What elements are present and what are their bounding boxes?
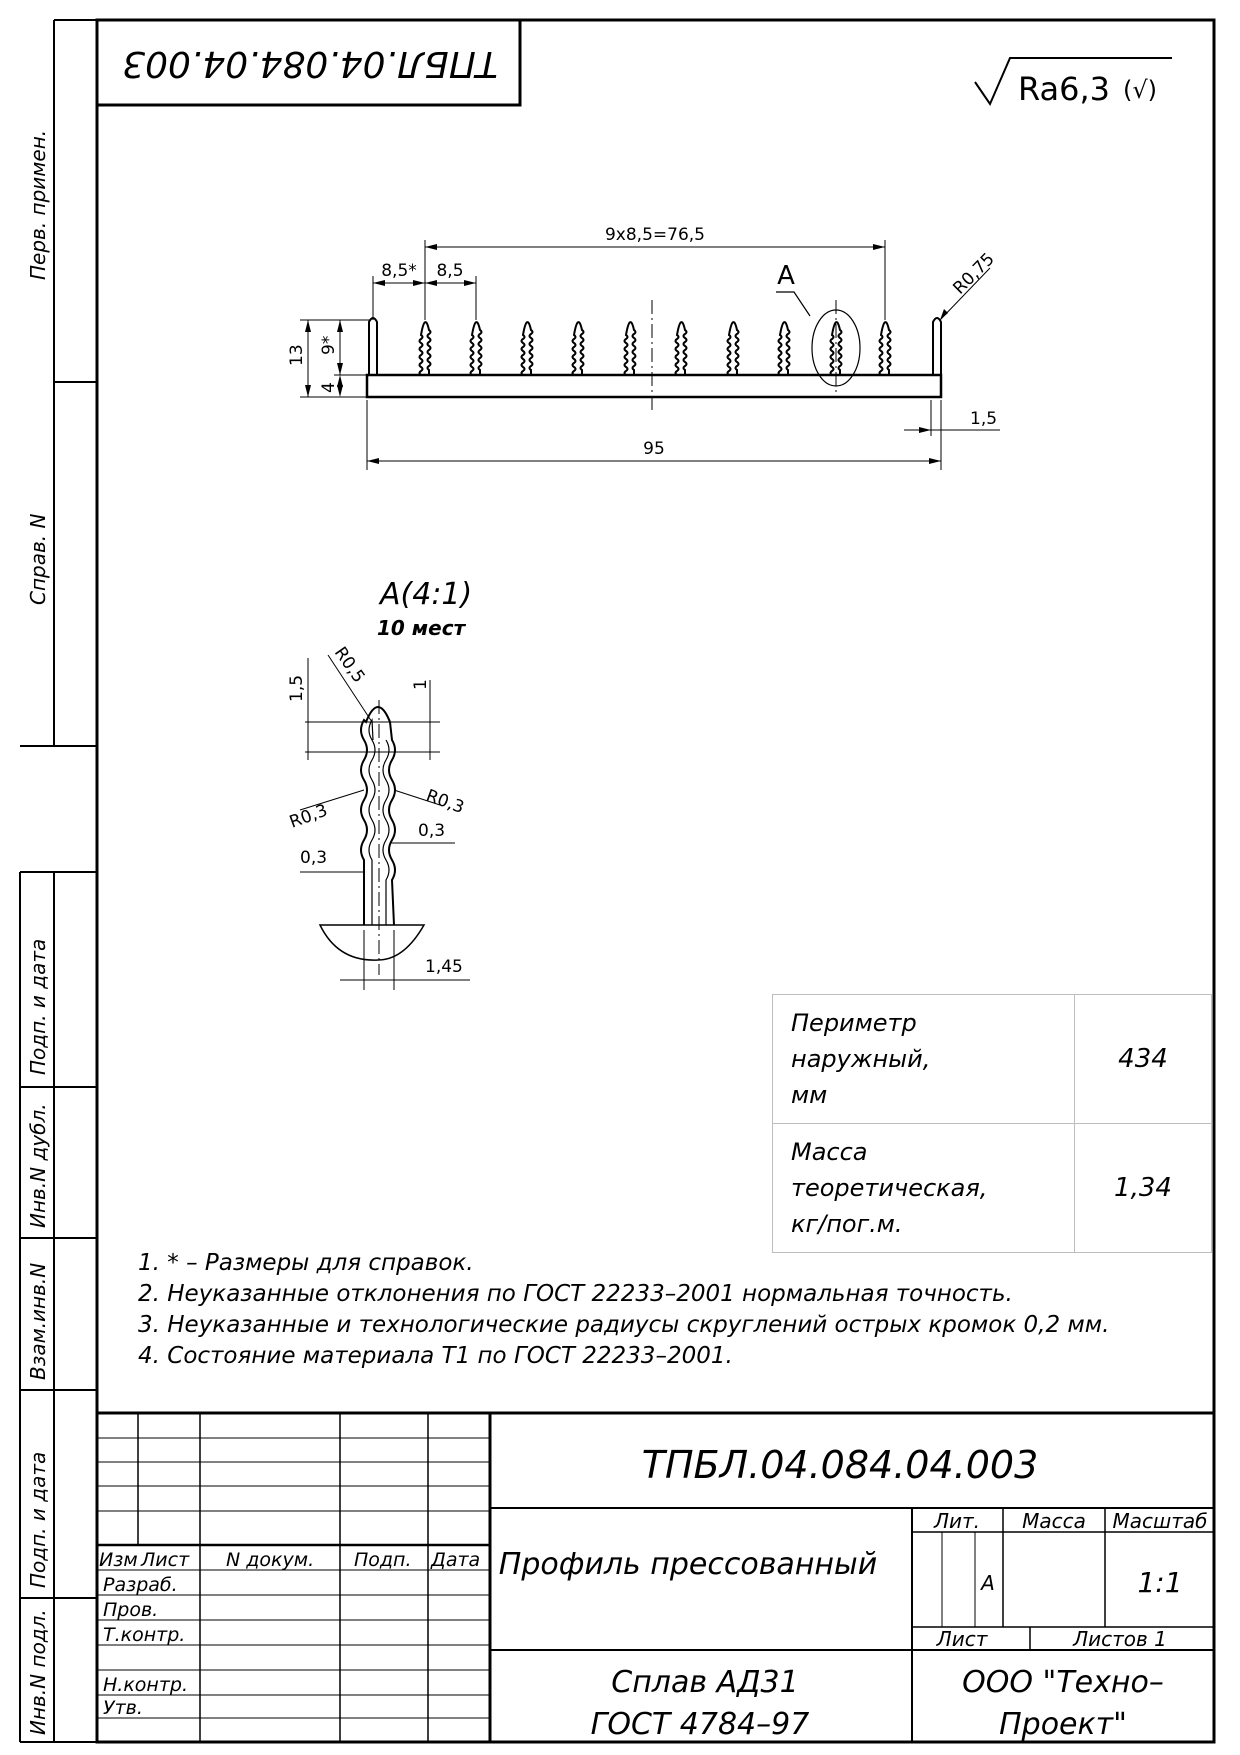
podp-data-label-2: Подп. и дата <box>26 1451 50 1588</box>
tb-role-2: Т.контр. <box>103 1624 186 1646</box>
tb-mass-label: Масса <box>1022 1509 1086 1533</box>
profile-fin <box>676 322 687 375</box>
tb-scale-label: Масштаб <box>1112 1509 1208 1533</box>
profile-fin <box>625 322 636 375</box>
profile-side-wall <box>933 318 941 375</box>
inv-podl-label: Инв.N подл. <box>26 1609 50 1735</box>
dim-first-gap: 8,5* <box>381 261 417 281</box>
param-label-line1: Периметр наружный, <box>791 1009 931 1073</box>
dim-tip-radius: R0,75 <box>949 249 999 299</box>
detail-dim-depth-left: 0,3 <box>300 848 328 868</box>
tb-scale-value: 1:1 <box>1137 1566 1183 1599</box>
note-item: 2. Неуказанные отклонения по ГОСТ 22233–2001 нормальная точность. <box>138 1281 1013 1307</box>
roughness-suffix: (√) <box>1123 76 1158 104</box>
detail-base-arc <box>320 925 424 960</box>
dim-height-total: 13 <box>287 344 307 366</box>
tb-header-podp: Подп. <box>354 1549 412 1571</box>
dim-width: 95 <box>643 439 665 459</box>
param-value: 434 <box>1075 995 1212 1124</box>
detail-title: А(4:1) <box>380 577 473 612</box>
title-block-texts <box>99 1443 1208 1742</box>
detail-a-view <box>287 577 472 990</box>
param-row <box>773 1124 1212 1253</box>
param-label-line1: Масса теоретическая, <box>791 1138 988 1202</box>
detail-dim-r-left: R0,3 <box>286 800 331 833</box>
tb-material-line1: Сплав АД31 <box>611 1665 799 1700</box>
inv-dubl-label: Инв.N дубл. <box>26 1103 50 1228</box>
param-row <box>773 995 1212 1124</box>
tb-designation: ТПБЛ.04.084.04.003 <box>641 1443 1039 1487</box>
detail-dim-tip-thick: 1 <box>411 679 431 690</box>
param-value: 1,34 <box>1075 1124 1212 1253</box>
profile-fin <box>522 322 533 375</box>
profile-fin <box>471 322 482 375</box>
main-profile-view <box>367 292 941 410</box>
main-dim-texts <box>287 225 999 459</box>
tb-sheets-label: Листов 1 <box>1073 1627 1167 1651</box>
tb-org-line2: Проект" <box>999 1707 1127 1742</box>
tb-role-1: Пров. <box>103 1599 159 1621</box>
technical-notes <box>138 1248 1109 1372</box>
perv-primen-label: Перв. примен. <box>26 129 50 280</box>
profile-fin <box>779 322 790 375</box>
detail-a-letter: А <box>777 261 795 291</box>
tb-role-4: Н.контр. <box>103 1674 189 1696</box>
tb-org-line1: ООО "Техно– <box>962 1665 1164 1700</box>
detail-dim-depth-right: 0,3 <box>418 821 446 841</box>
detail-fin-outline <box>361 707 395 925</box>
tb-header-list: Лист <box>141 1549 190 1571</box>
vzam-inv-label: Взам.инв.N <box>26 1262 50 1380</box>
note-item: 3. Неуказанные и технологические радиусы скруглений острых кромок 0,2 мм. <box>138 1312 1110 1338</box>
podp-data-label-1: Подп. и дата <box>26 938 50 1075</box>
profile-fin <box>420 322 431 375</box>
detail-dim-root-width: 1,45 <box>425 957 463 977</box>
param-label-line2: мм <box>791 1081 828 1109</box>
dim-pitch: 8,5 <box>436 261 464 281</box>
profile-fin <box>880 322 891 375</box>
profile-fin <box>573 322 584 375</box>
tb-lit-value: А <box>981 1571 995 1595</box>
sprav-n-label: Справ. N <box>26 513 50 605</box>
detail-dim-tip-radius: R0,5 <box>329 643 369 687</box>
side-strip-labels <box>26 130 50 1735</box>
dim-base-height: 4 <box>319 382 339 393</box>
tb-header-doc: N докум. <box>226 1549 315 1571</box>
note-item: 4. Состояние материала Т1 по ГОСТ 22233–2001. <box>138 1343 733 1369</box>
detail-subtitle: 10 мест <box>377 616 466 640</box>
detail-dim-tip-len: 1,5 <box>287 674 307 702</box>
roughness-value: Ra6,3 <box>1018 70 1111 108</box>
tb-name: Профиль прессованный <box>498 1547 878 1582</box>
parameters-table <box>772 994 1212 1253</box>
tb-role-5: Утв. <box>103 1697 143 1719</box>
tb-role-0: Разраб. <box>103 1574 178 1596</box>
profile-base <box>367 375 941 397</box>
dim-wall: 1,5 <box>970 409 998 429</box>
detail-dim-r-right: R0,3 <box>423 785 467 818</box>
note-item: 1. * – Размеры для справок. <box>138 1250 474 1276</box>
param-label <box>773 1124 1075 1253</box>
dim-pitch-total: 9x8,5=76,5 <box>604 225 706 245</box>
profile-side-wall <box>369 318 377 375</box>
dim-fin-height: 9* <box>319 335 339 355</box>
param-label-line2: кг/пог.м. <box>791 1210 903 1238</box>
profile-fin <box>728 322 739 375</box>
tb-lit-label: Лит. <box>933 1509 981 1533</box>
tb-header-data: Дата <box>431 1549 481 1571</box>
roughness-sign <box>975 58 1172 108</box>
tb-header-izm: Изм <box>99 1549 138 1571</box>
param-label <box>773 995 1075 1124</box>
rotated-drawing-number: ТПБЛ.04.084.04.003 <box>122 43 498 84</box>
tb-sheet-label: Лист <box>936 1627 988 1651</box>
tb-material-line2: ГОСТ 4784–97 <box>590 1707 810 1742</box>
